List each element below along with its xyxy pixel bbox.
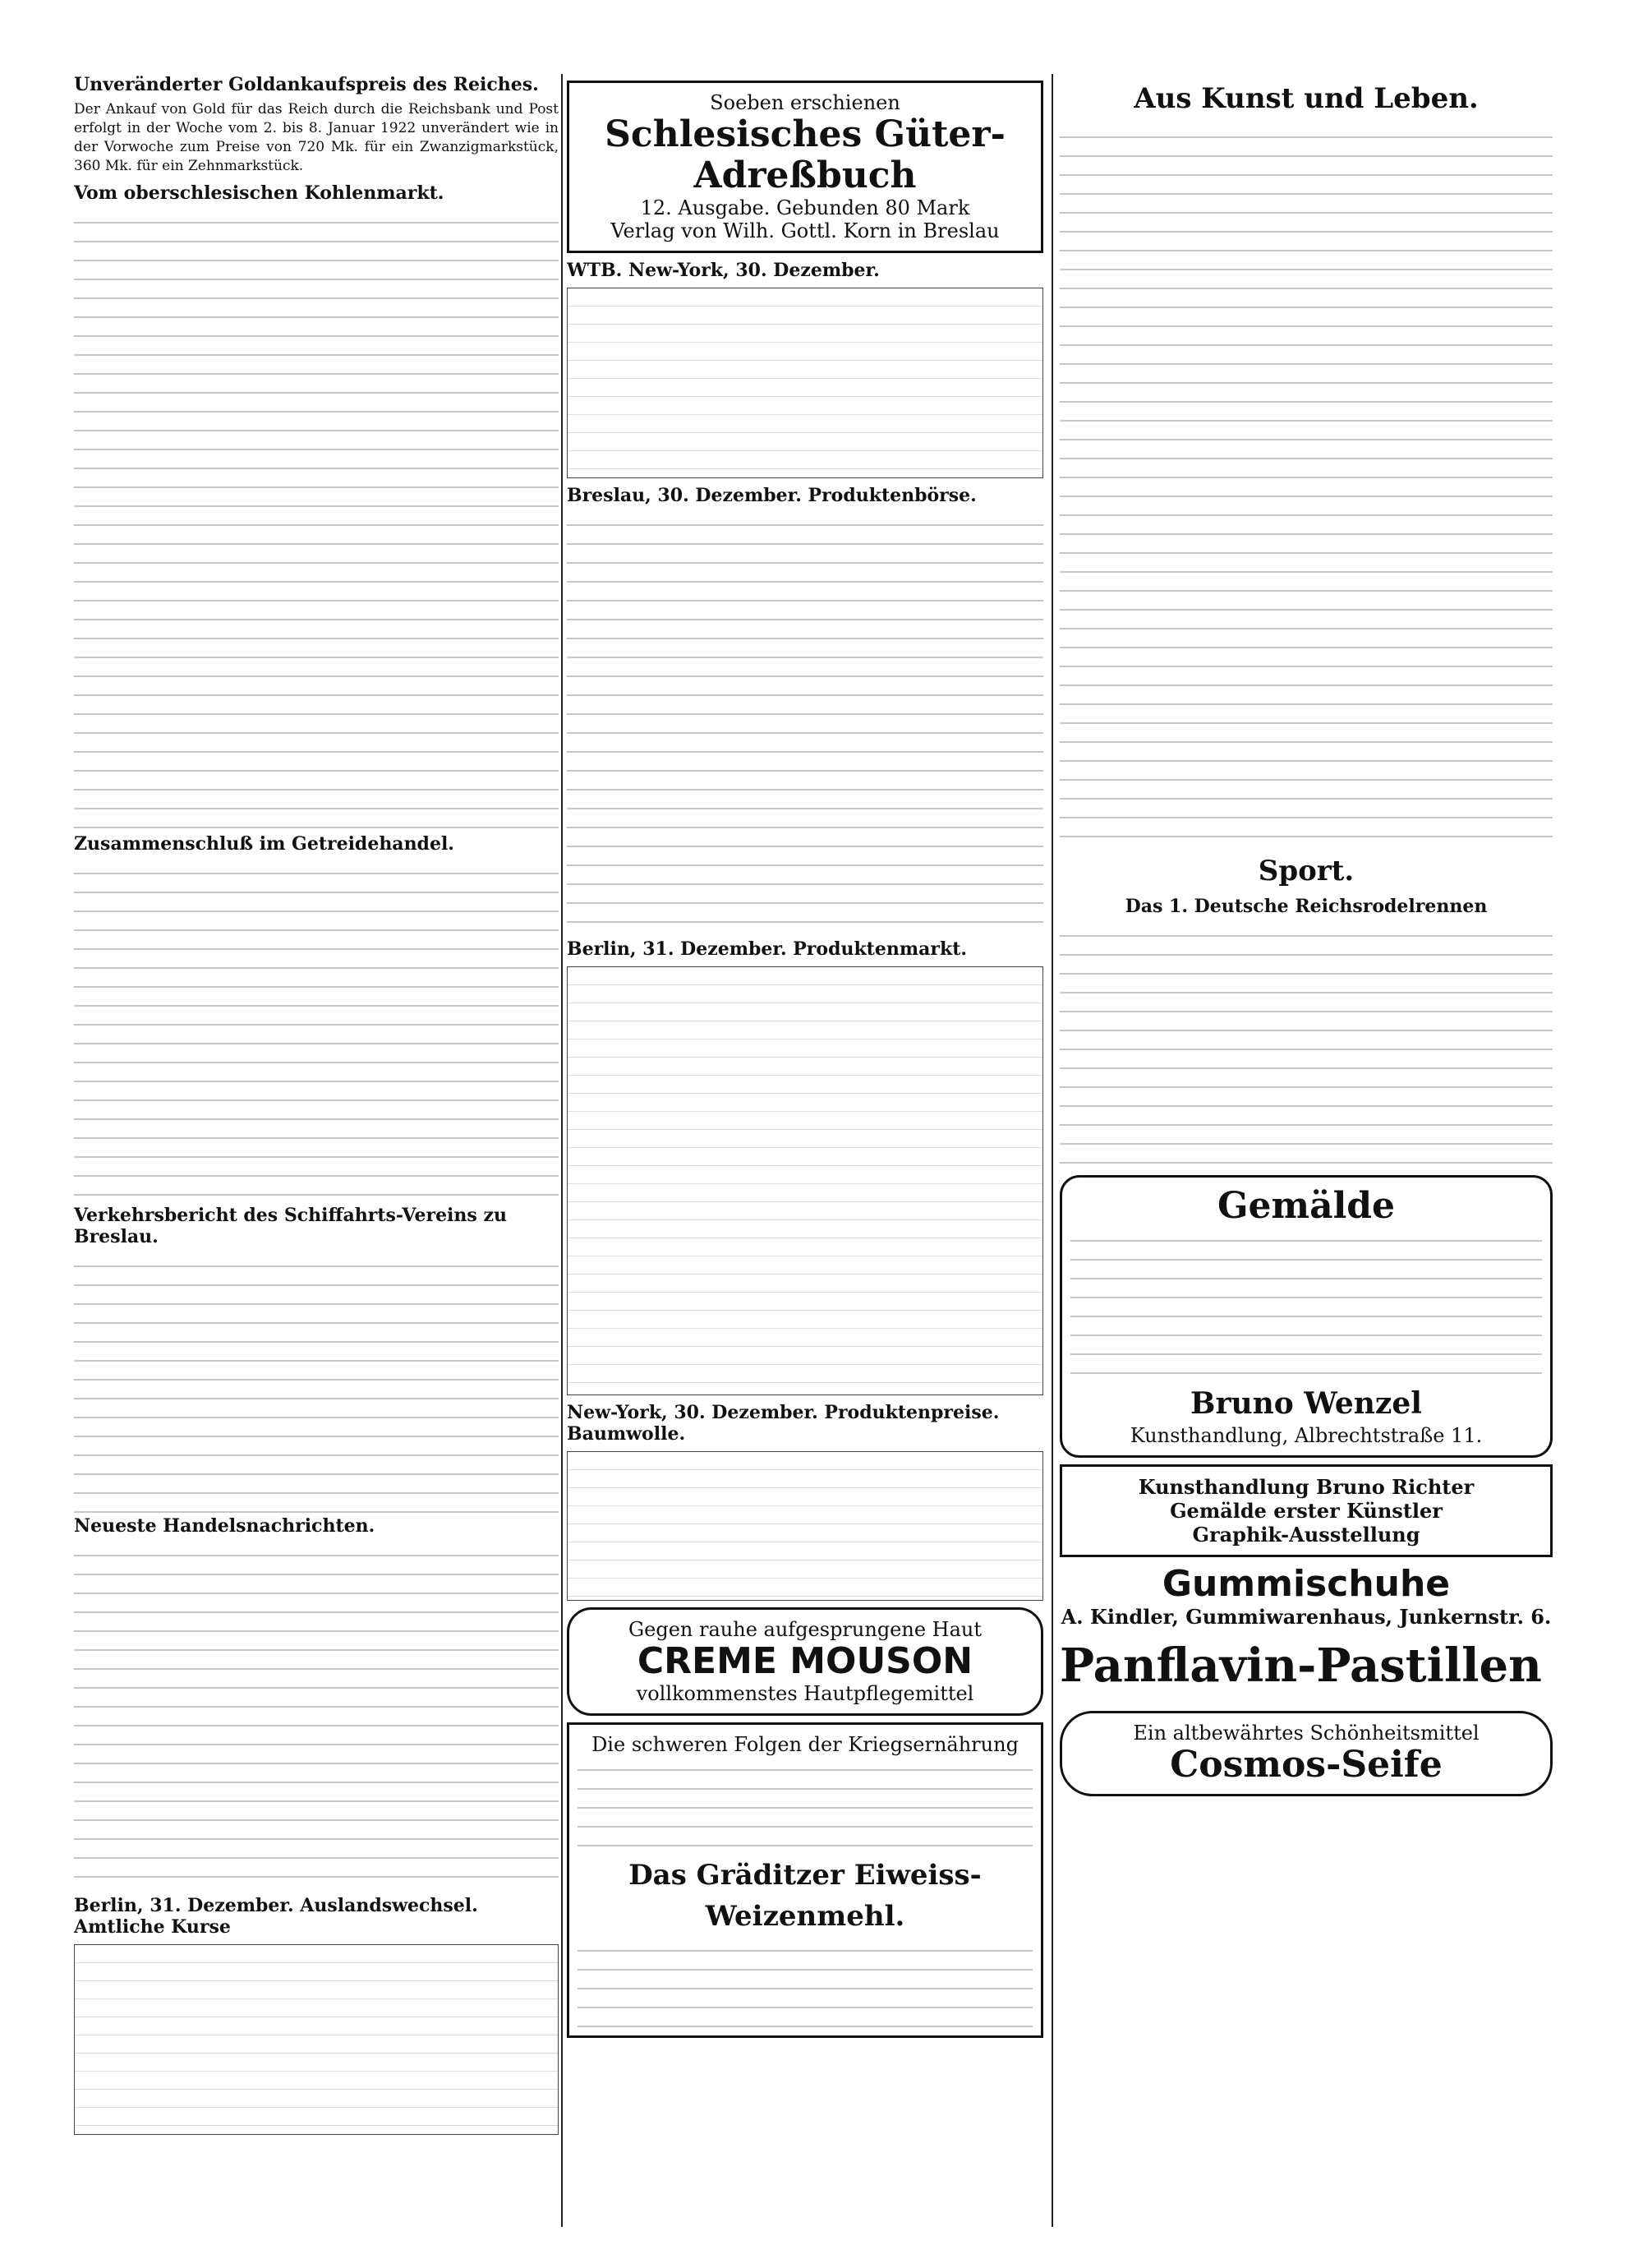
ad-line: Verlag von Wilh. Gottl. Korn in Breslau (610, 219, 1000, 242)
cosmos-seife-ad (1060, 1711, 1553, 1796)
ad-line: Kunsthandlung, Albrechtstraße 11. (1130, 1424, 1483, 1447)
article-text: Der Ankauf von Gold für das Reich durch die Reichsbank und Post erfolgt in der Woche vom 2. bis 8. Januar 1922 unverändert wie in der Vorwoche zum Preise von 720 Mk. für ein Zwanzigmarkstück, 360 Mk. für ein Zehnmarkstück. (74, 101, 559, 174)
ad-title: Bruno Wenzel (1190, 1386, 1422, 1421)
ad-title: Kunsthandlung Bruno Richter (1138, 1475, 1475, 1499)
section-title: Sport. (1258, 855, 1355, 887)
adressbuch-ad (567, 81, 1043, 253)
article-heading: Verkehrsbericht des Schiffahrts-Vereins zu Breslau. (74, 1205, 507, 1247)
grain-price-table (567, 966, 1043, 1395)
gummischuhe-ad-line: A. Kindler, Gummiwarenhaus, Junkernstr. 6. (1061, 1605, 1552, 1629)
article-body-placeholder (74, 860, 559, 1205)
article-body-placeholder (1060, 922, 1553, 1169)
article-heading: Neueste Handelsnachrichten. (74, 1515, 375, 1537)
table-heading: New-York, 30. Dezember. Produktenpreise. Baumwolle. (567, 1402, 1000, 1445)
ad-line: vollkommenstes Hautpflegemittel (636, 1682, 974, 1705)
article-heading: Vom oberschlesischen Kohlenmarkt. (74, 182, 444, 204)
article-heading: Das 1. Deutsche Reichsrodelrennen (1125, 896, 1488, 917)
table-heading: Berlin, 31. Dezember. Auslandswechsel. Amtliche Kurse (74, 1895, 478, 1938)
commodity-table (567, 1451, 1043, 1601)
ad-line: Gemälde erster Künstler (1170, 1499, 1443, 1523)
exchange-rate-table (74, 1944, 559, 2135)
ad-line: 12. Ausgabe. Gebunden 80 Mark (640, 196, 970, 219)
article-heading: Breslau, 30. Dezember. Produktenbörse. (567, 485, 977, 506)
ad-body-placeholder (1070, 1227, 1542, 1383)
ad-title: Das Gräditzer Eiweiss-Weizenmehl. (628, 1859, 982, 1933)
article-body-placeholder (74, 209, 559, 833)
ad-title: CREME MOUSON (637, 1640, 973, 1682)
ad-line: Die schweren Folgen der Kriegsernährung (591, 1733, 1019, 1756)
ad-line: Ein altbewährtes Schönheitsmittel (1133, 1722, 1480, 1745)
left-column (74, 74, 559, 2243)
panflavin-ad-title: Panflavin-Pastillen (1060, 1639, 1542, 1693)
mouson-ad (567, 1607, 1043, 1716)
column-rule (561, 74, 563, 2227)
article-body-placeholder (74, 1542, 559, 1895)
article-body-placeholder (1060, 123, 1553, 846)
right-column (1060, 74, 1553, 2243)
ad-title: Cosmos-Seife (1170, 1744, 1443, 1786)
middle-column (567, 74, 1043, 2243)
article-heading: Berlin, 31. Dezember. Produktenmarkt. (567, 938, 968, 960)
ad-title: Schlesisches Güter-Adreßbuch (605, 113, 1006, 196)
ad-title: Gemälde (1217, 1185, 1396, 1227)
ad-body-placeholder (578, 1937, 1033, 2027)
stock-table (567, 288, 1043, 478)
table-heading: WTB. New-York, 30. Dezember. (567, 260, 880, 281)
ad-body-placeholder (578, 1756, 1033, 1855)
ad-line: Gegen rauhe aufgesprungene Haut (628, 1618, 983, 1641)
section-title: Aus Kunst und Leben. (1134, 82, 1479, 115)
gummischuhe-ad-title: Gummischuhe (1162, 1563, 1451, 1605)
ad-line: Soeben erschienen (710, 91, 900, 114)
article-body-placeholder (74, 1252, 559, 1515)
article-body-placeholder (567, 511, 1043, 938)
gemaelde-ad (1060, 1175, 1553, 1458)
graeditz-ad (567, 1722, 1043, 2038)
article-heading: Zusammenschluß im Getreidehandel. (74, 833, 454, 855)
ad-line: Graphik-Ausstellung (1192, 1523, 1420, 1547)
article-heading: Unveränderter Goldankaufspreis des Reiches. (74, 74, 539, 95)
richter-ad (1060, 1464, 1553, 1557)
column-rule (1052, 74, 1053, 2227)
